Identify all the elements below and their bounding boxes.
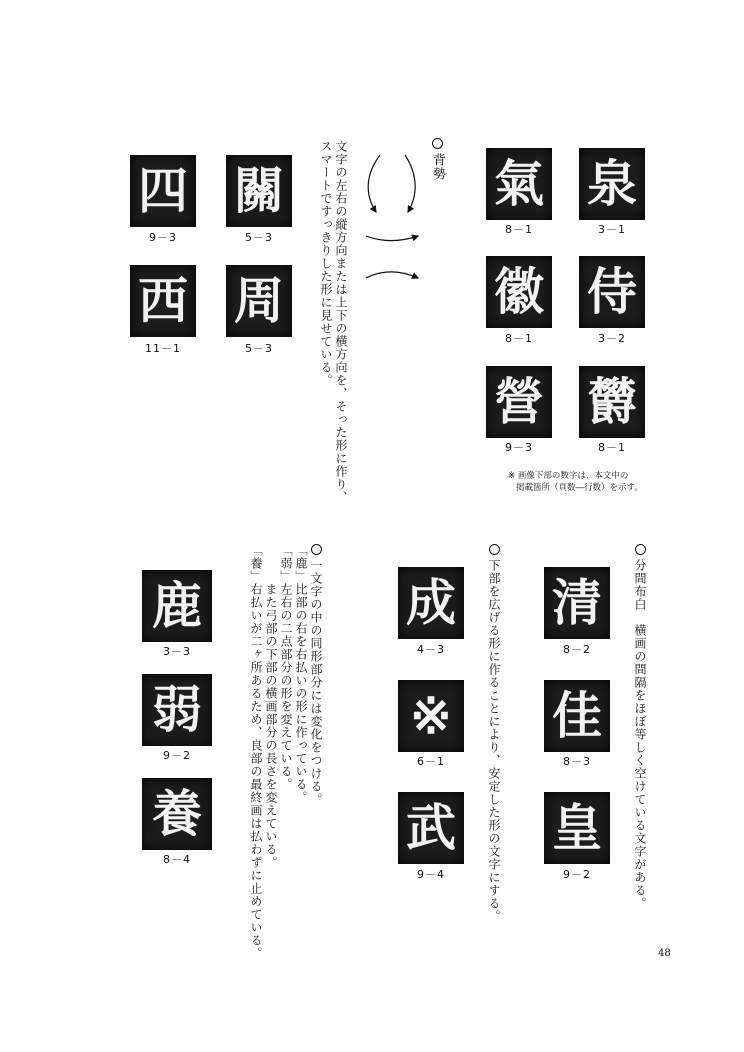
section-bunkan (632, 544, 647, 910)
glyph-caption: 5－3 (245, 342, 273, 355)
glyph-char: 侍 (587, 262, 637, 321)
circle-bullet-icon (489, 544, 500, 555)
glyph-caption: 3－1 (598, 223, 626, 236)
glyph-tile-3 (579, 256, 645, 328)
glyph-caption: 8－1 (505, 332, 533, 345)
glyph-tile-15 (398, 680, 464, 752)
glyph-tile-18 (142, 674, 212, 746)
circle-bullet-icon (432, 138, 443, 149)
glyph-tile-1 (579, 148, 645, 220)
glyph-char: 佳 (552, 686, 602, 745)
haisei-text-line-2: スマートですっきりした形に見せている。 (319, 140, 333, 387)
glyph-char: 泉 (587, 154, 637, 213)
glyph-char: 徽 (494, 262, 544, 321)
glyph-caption: 9－3 (505, 441, 533, 454)
section-haisei-text (318, 140, 348, 504)
glyph-tile-8 (130, 155, 196, 227)
page-number: 48 (658, 948, 671, 959)
glyph-char: 清 (552, 573, 602, 632)
dokei-line-2: 「弱」左右の二点部分の形を変えている。 (279, 544, 293, 791)
glyph-caption: 9－3 (149, 231, 177, 244)
glyph-char: 養 (152, 784, 202, 843)
glyph-tile-7 (226, 155, 292, 227)
glyph-tile-6 (486, 366, 552, 438)
glyph-caption: 8－1 (505, 223, 533, 236)
glyph-tile-16 (398, 792, 464, 864)
glyph-caption: 3－2 (598, 332, 626, 345)
glyph-caption: 8－3 (563, 755, 591, 768)
figure-note (508, 470, 643, 494)
glyph-char: 四 (138, 161, 188, 220)
glyph-caption: 6－1 (417, 755, 445, 768)
section-kabu (486, 544, 501, 923)
glyph-tile-12 (544, 680, 610, 752)
note-line-1: ※ 画像下部の数字は、本文中の (508, 471, 629, 481)
glyph-char: 氣 (494, 154, 544, 213)
section-bunkan-text: 横画の間隔をほぼ等しく空けている文字がある。 (633, 624, 647, 910)
haisei-text-line-1: 文字の左右の縦方向または上下の横方向を、そった形に作り、 (334, 140, 348, 504)
glyph-caption: 11－1 (145, 342, 181, 355)
glyph-tile-19 (142, 778, 212, 850)
glyph-tile-5 (579, 366, 645, 438)
glyph-char: 成 (406, 573, 456, 632)
glyph-tile-13 (544, 792, 610, 864)
glyph-caption: 9－4 (417, 868, 445, 881)
glyph-caption: 8－2 (563, 643, 591, 656)
glyph-caption: 5－3 (245, 231, 273, 244)
glyph-caption: 4－3 (417, 643, 445, 656)
section-kabu-title: 下部を広げる形に作ることにより、安定した形の文字にする。 (487, 559, 501, 923)
glyph-caption: 9－2 (563, 868, 591, 881)
section-dokei-title: 一文字の中の同形部分には変化をつける。 (309, 559, 323, 806)
glyph-caption: 9－2 (163, 749, 191, 762)
circle-bullet-icon (635, 544, 646, 555)
glyph-char: 欝 (587, 372, 637, 431)
dokei-line-1: 「鹿」比部の右を右払いの形に作っている。 (294, 544, 308, 804)
glyph-char: 關 (234, 161, 284, 220)
glyph-tile-9 (226, 265, 292, 337)
glyph-tile-2 (486, 148, 552, 220)
section-haisei-heading (430, 138, 445, 181)
glyph-char: ※ (410, 686, 452, 745)
section-haisei-title: 背勢 (430, 153, 445, 181)
glyph-caption: 8－4 (163, 853, 191, 866)
dokei-line-4: 「養」右払いが二ヶ所あるため、良部の最終画は払わずに止めている。 (249, 544, 263, 960)
glyph-tile-4 (486, 256, 552, 328)
glyph-char: 周 (234, 271, 284, 330)
circle-bullet-icon (311, 544, 322, 555)
glyph-tile-17 (142, 570, 212, 642)
section-bunkan-title: 分間布白 (633, 559, 647, 611)
dokei-line-3: また弓部の下部の横画部分の長さを変えている。 (264, 544, 278, 869)
glyph-char: 弱 (152, 680, 202, 739)
glyph-char: 營 (494, 372, 544, 431)
glyph-tile-14 (398, 567, 464, 639)
glyph-char: 皇 (552, 798, 602, 857)
glyph-caption: 8－1 (598, 441, 626, 454)
glyph-tile-10 (130, 265, 196, 337)
glyph-char: 鹿 (152, 576, 202, 635)
glyph-char: 西 (138, 271, 188, 330)
glyph-char: 武 (406, 798, 456, 857)
curved-arrows-icon (360, 150, 430, 290)
note-line-2: 掲載箇所（頁数―行数）を示す。 (516, 483, 643, 493)
section-dokei (248, 544, 323, 960)
glyph-caption: 3－3 (163, 645, 191, 658)
glyph-tile-11 (544, 567, 610, 639)
